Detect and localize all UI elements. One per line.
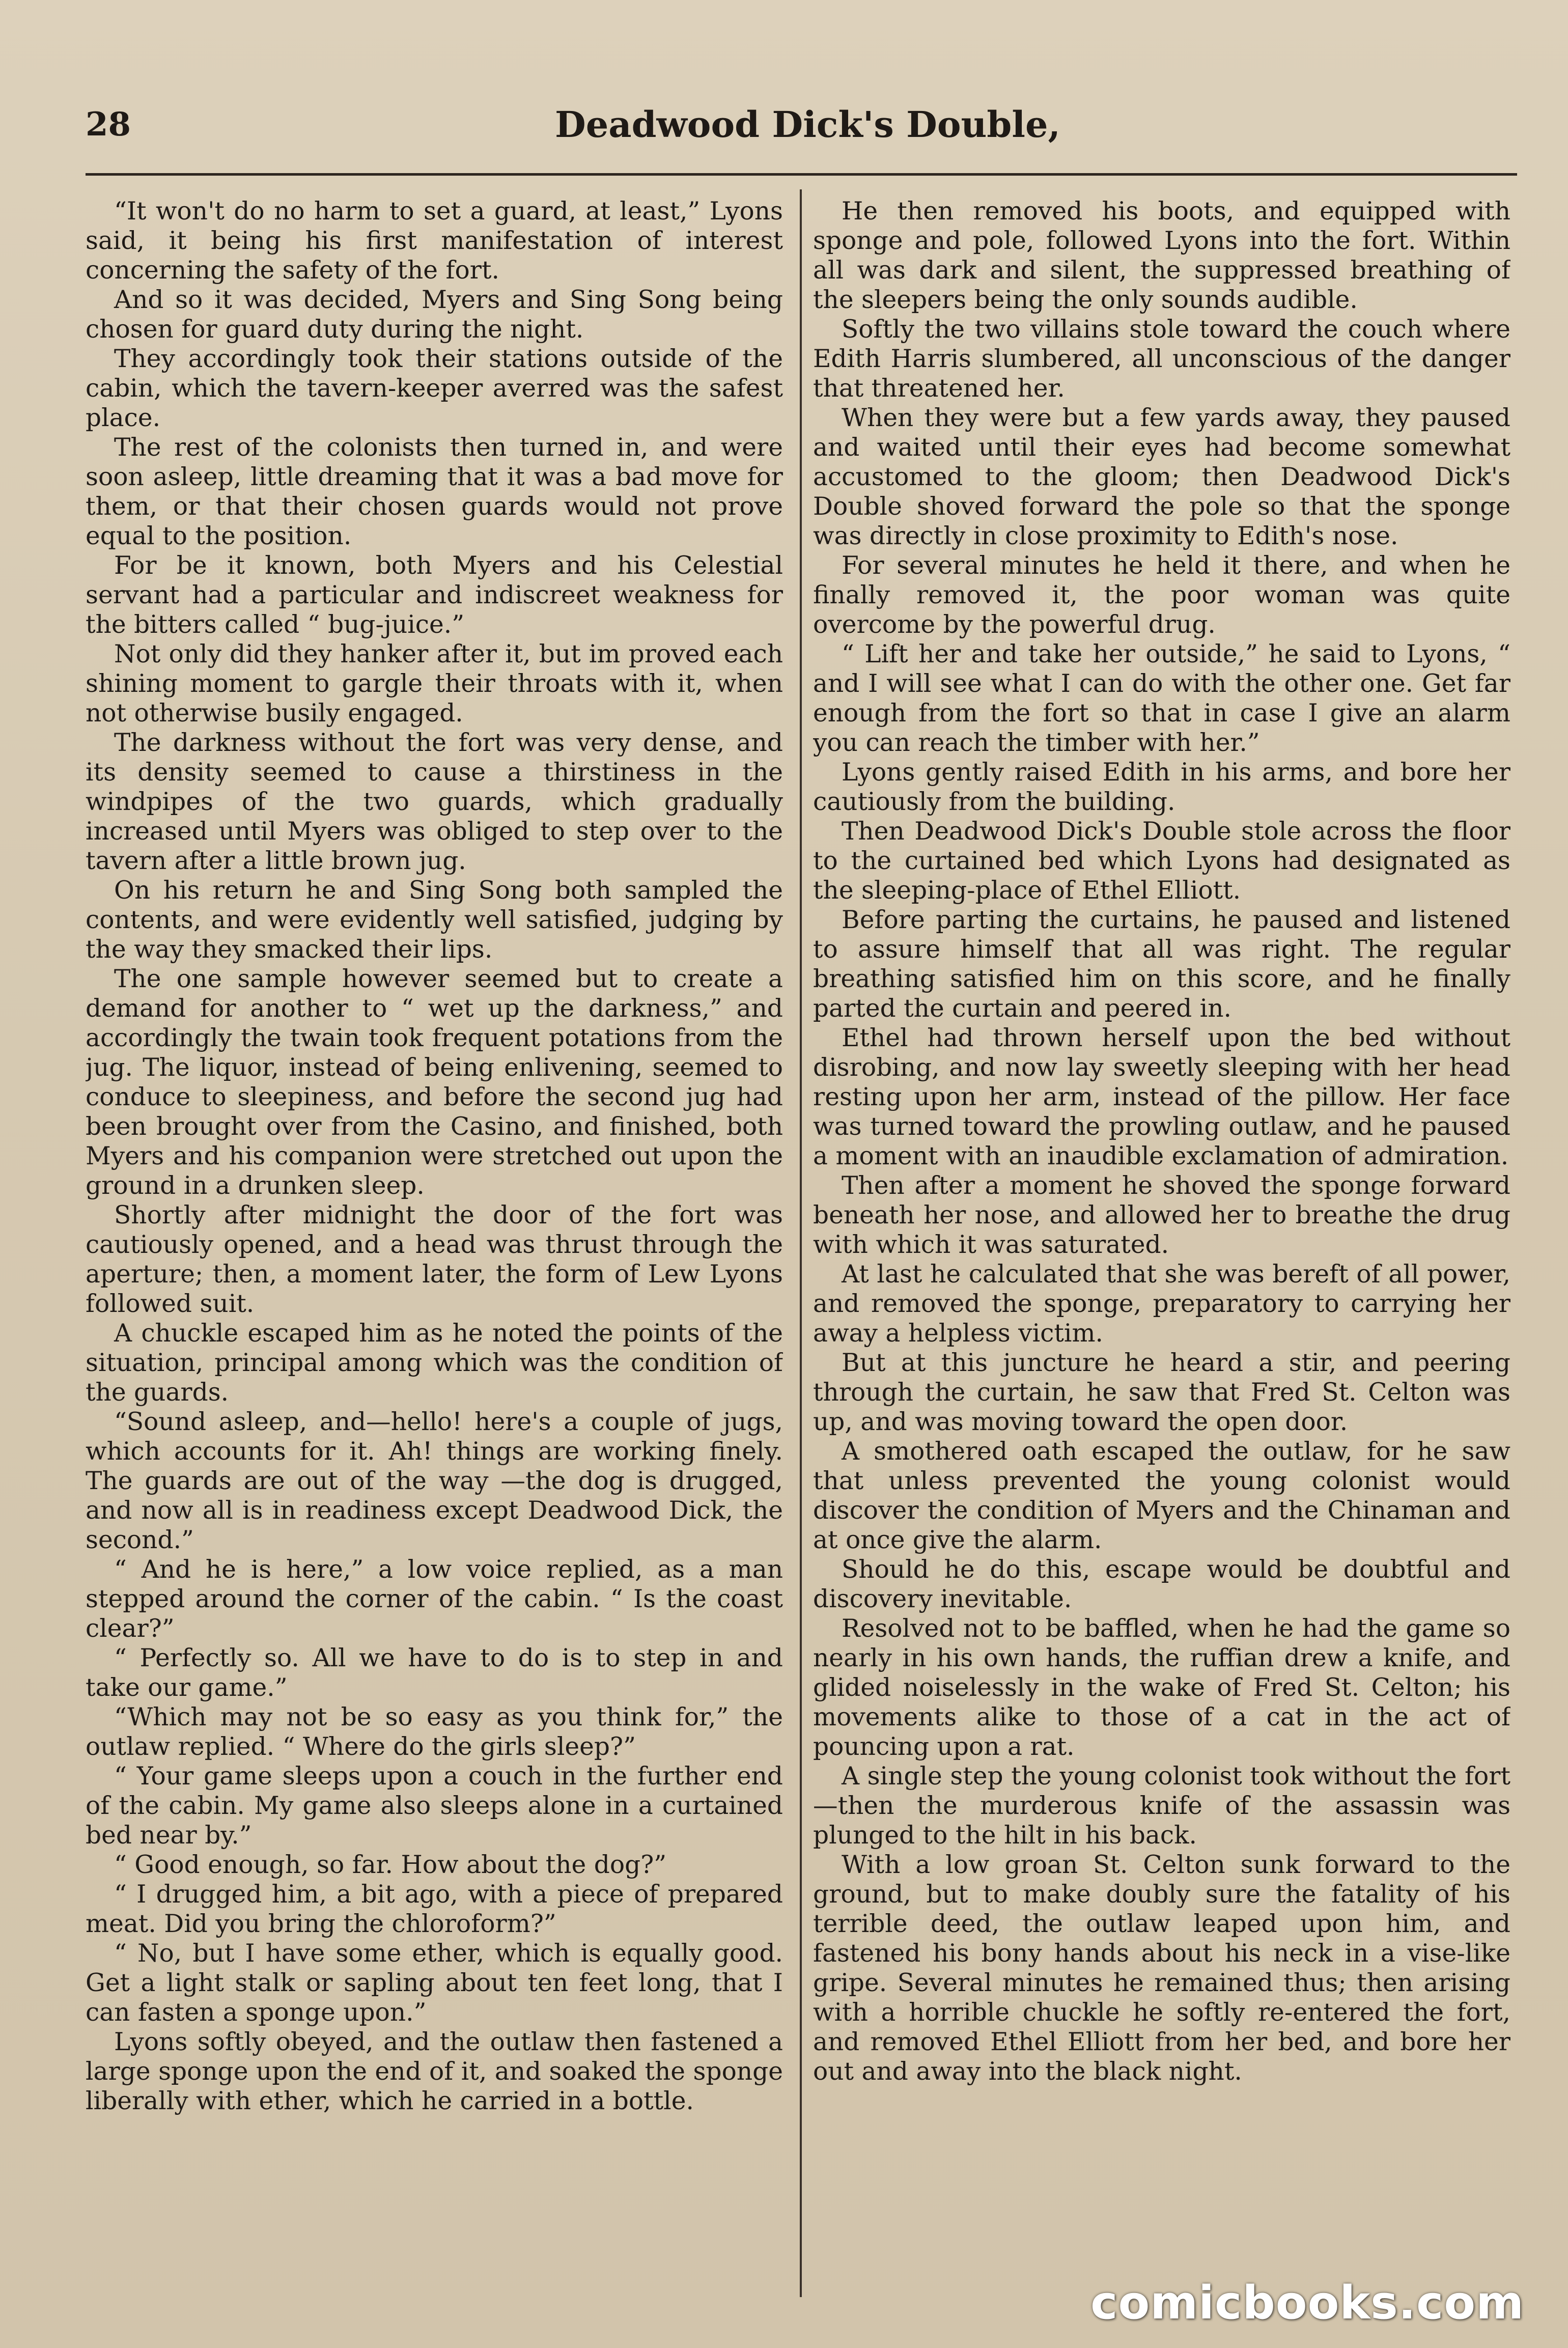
paragraph: For several minutes he held it there, and when he finally removed it, the poor woman was quite overcome by the powerful drug. — [813, 551, 1510, 639]
paragraph: A single step the young colonist took without the fort—then the murderous knife of the assassin was plunged to the hilt in his back. — [813, 1762, 1510, 1850]
paragraph: Not only did they hanker after it, but im proved each shining moment to gargle their throats with it, when not otherwise busily engaged. — [86, 640, 783, 728]
paragraph: “ And he is here,” a low voice replied, as a man stepped around the corner of the cabin. “ Is the coast clear?” — [86, 1555, 783, 1643]
column-divider — [800, 189, 802, 2297]
paragraph: He then removed his boots, and equipped with sponge and pole, followed Lyons into the fort. Within all was dark and silent, the suppressed breathing of the sleepers being the only sounds audible. — [813, 197, 1510, 314]
watermark: comicbooks.com — [1090, 2276, 1524, 2330]
paragraph: The one sample however seemed but to create a demand for another to “ wet up the darkness,” and accordingly the twain took frequent potations from the jug. The liquor, instead of being enlivening, seemed to conduce to sleepiness, and before the second jug had been brought over from the Casino, and finished, both Myers and his companion were stretched out upon the ground in a drunken sleep. — [86, 965, 783, 1200]
paragraph: “Which may not be so easy as you think for,” the outlaw replied. “ Where do the girls sleep?” — [86, 1703, 783, 1761]
paragraph: Then Deadwood Dick's Double stole across the floor to the curtained bed which Lyons had designated as the sleeping-place of Ethel Elliott. — [813, 817, 1510, 905]
paragraph: Then after a moment he shoved the sponge forward beneath her nose, and allowed her to breathe the drug with which it was saturated. — [813, 1171, 1510, 1259]
paragraph: They accordingly took their stations outside of the cabin, which the tavern-keeper averred was the safest place. — [86, 345, 783, 432]
running-title: Deadwood Dick's Double, — [555, 103, 1060, 146]
paragraph: A smothered oath escaped the outlaw, for he saw that unless prevented the young colonist would discover the condition of Myers and the Chinaman and at once give the alarm. — [813, 1437, 1510, 1554]
paragraph: “ No, but I have some ether, which is equally good. Get a light stalk or sapling about ten feet long, that I can fasten a sponge upon.” — [86, 1939, 783, 2027]
paragraph: “Sound asleep, and—hello! here's a couple of jugs, which accounts for it. Ah! things are working finely. The guards are out of the way —the dog is drugged, and now all is in readiness except Deadwood Dick, the second.” — [86, 1408, 783, 1554]
paragraph: Resolved not to be baffled, when he had the game so nearly in his own hands, the ruffian drew a knife, and glided noiselessly in the wake of Fred St. Celton; his movements alike to those of a cat in the act of pouncing upon a rat. — [813, 1614, 1510, 1761]
paragraph: The darkness without the fort was very dense, and its density seemed to cause a thirstiness in the windpipes of the two guards, which gradually increased until Myers was obliged to step over to the tavern after a little brown jug. — [86, 729, 783, 875]
paragraph: But at this juncture he heard a stir, and peering through the curtain, he saw that Fred St. Celton was up, and was moving toward the open door. — [813, 1349, 1510, 1436]
page-header — [0, 102, 1568, 148]
paragraph: On his return he and Sing Song both sampled the contents, and were evidently well satisfied, judging by the way they smacked their lips. — [86, 876, 783, 964]
paragraph: Softly the two villains stole toward the couch where Edith Harris slumbered, all unconscious of the danger that threatened her. — [813, 315, 1510, 403]
paragraph: Before parting the curtains, he paused and listened to assure himself that all was right. The regular breathing satisfied him on this score, and he finally parted the curtain and peered in. — [813, 906, 1510, 1023]
paragraph: “ Your game sleeps upon a couch in the further end of the cabin. My game also sleeps alone in a curtained bed near by.” — [86, 1762, 783, 1850]
paragraph: For be it known, both Myers and his Celestial servant had a particular and indiscreet weakness for the bitters called “ bug-juice.” — [86, 551, 783, 639]
paragraph: At last he calculated that she was bereft of all power, and removed the sponge, preparatory to carrying her away a helpless victim. — [813, 1260, 1510, 1348]
paragraph: A chuckle escaped him as he noted the points of the situation, principal among which was the condition of the guards. — [86, 1319, 783, 1407]
header-rule — [86, 173, 1517, 176]
paragraph: Ethel had thrown herself upon the bed without disrobing, and now lay sweetly sleeping with her head resting upon her arm, instead of the pillow. Her face was turned toward the prowling outlaw, and he paused a moment with an inaudible exclamation of admiration. — [813, 1024, 1510, 1170]
page-number: 28 — [86, 105, 131, 144]
paragraph: “ I drugged him, a bit ago, with a piece of prepared meat. Did you bring the chloroform?” — [86, 1880, 783, 1938]
paragraph: “It won't do no harm to set a guard, at least,” Lyons said, it being his first manifestation of interest concerning the safety of the fort. — [86, 197, 783, 285]
left-column — [86, 197, 783, 2304]
paragraph: Lyons gently raised Edith in his arms, and bore her cautiously from the building. — [813, 758, 1510, 816]
paragraph: Should he do this, escape would be doubtful and discovery inevitable. — [813, 1555, 1510, 1613]
paragraph: Shortly after midnight the door of the fort was cautiously opened, and a head was thrust through the aperture; then, a moment later, the form of Lew Lyons followed suit. — [86, 1201, 783, 1318]
paragraph: “ Perfectly so. All we have to do is to step in and take our game.” — [86, 1644, 783, 1702]
right-column — [813, 197, 1510, 2304]
paragraph: The rest of the colonists then turned in, and were soon asleep, little dreaming that it was a bad move for them, or that their chosen guards would not prove equal to the position. — [86, 433, 783, 550]
paragraph: And so it was decided, Myers and Sing Song being chosen for guard duty during the night. — [86, 286, 783, 344]
paragraph: “ Lift her and take her outside,” he said to Lyons, “ and I will see what I can do with the other one. Get far enough from the fort so that in case I give an alarm you can reach the timber with her.” — [813, 640, 1510, 757]
paragraph: “ Good enough, so far. How about the dog?” — [114, 1851, 667, 1879]
paragraph: With a low groan St. Celton sunk forward to the ground, but to make doubly sure the fatality of his terrible deed, the outlaw leaped upon him, and fastened his bony hands about his neck in a vise-like gripe. Several minutes he remained thus; then arising with a horrible chuckle he softly re-entered the fort, and removed Ethel Elliott from her bed, and bore her out and away into the black night. — [813, 1851, 1510, 2086]
paragraph: When they were but a few yards away, they paused and waited until their eyes had become somewhat accustomed to the gloom; then Deadwood Dick's Double shoved forward the pole so that the sponge was directly in close proximity to Edith's nose. — [813, 404, 1510, 550]
paragraph: Lyons softly obeyed, and the outlaw then fastened a large sponge upon the end of it, and soaked the sponge liberally with ether, which he carried in a bottle. — [86, 2028, 783, 2115]
